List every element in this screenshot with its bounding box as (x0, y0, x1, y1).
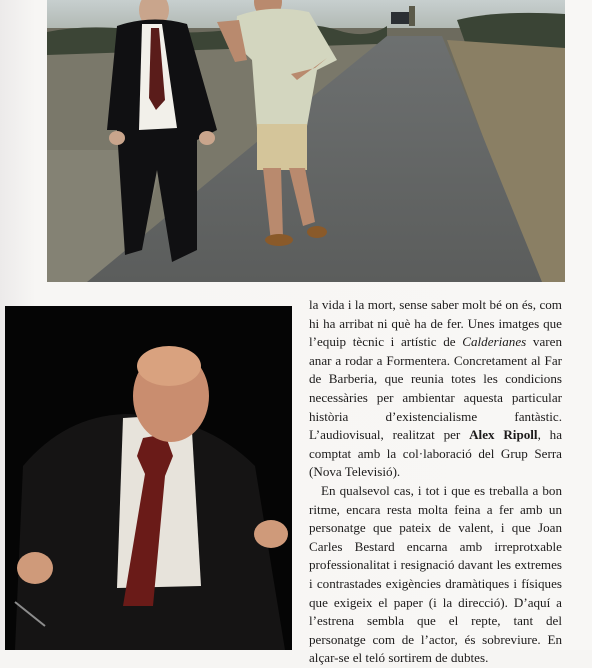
article-run: , ha comptat amb la col·laboració del Grup Serra (Nova Televisió). (309, 427, 562, 480)
article-run: Alex Ripoll (469, 427, 538, 443)
article-run: En qualsevol cas, i tot i que es treballa a bon ritme, encara resta molta feina a fer amb un personatge que pateix de valent, i que Joan Carles Bestard encarna amb irreprotxable professionalitat i resignació davant les extremes i contrastades exigències dramàtiques i físiques que exigeix el paper (i la direcció). D’aquí a l’estrena sembla que el repte, tant del personatge com de l’actor, és sobreviure. En alçar-se el teló sortirem de dubtes. (309, 482, 562, 666)
article-run: varen anar a rodar a Formentera. Concretament al Far de Barberia, que reunia totes les condicions necessàries per ambientar aquesta particular història d’existencialisme fantàstic. L’audiovisual, realitzat per (309, 334, 562, 443)
photo-road-two-men (47, 0, 565, 282)
article-body (309, 296, 562, 668)
article-run: Calderianes (462, 334, 527, 350)
photo-actor-illustration (5, 306, 292, 650)
photo-actor-dark (5, 306, 292, 650)
photo-road-illustration (47, 0, 565, 282)
article-run: la vida i la mort, sense saber molt bé on és, com hi ha arribat ni què ha de fer. Unes imatges que l’equip tècnic i artístic de (309, 297, 562, 350)
article-paragraph-1 (309, 296, 562, 482)
article-paragraph-2 (309, 482, 562, 668)
